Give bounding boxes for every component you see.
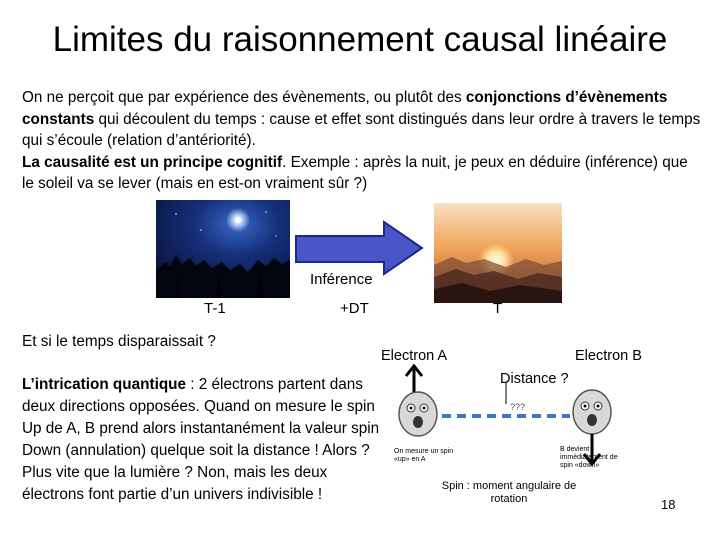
electron-a-label: Electron A [381, 348, 448, 364]
intro-p2-bold: La causalité est un principe cognitif [22, 153, 283, 171]
distance-label: Distance ? [500, 371, 569, 387]
intro-p1-bold: conjonctions d’évènements constants [22, 89, 668, 128]
intro-p2-text: . Exemple : après la nuit, je peux en déduire (inférence) que le soleil va se lever (mais en est-on vraiment sûr ?) [22, 153, 688, 192]
question-marks: ??? [510, 402, 526, 412]
caption-a: On mesure un spin «up» en A [394, 448, 454, 463]
entanglement-text [22, 374, 392, 506]
sunrise-image [434, 203, 562, 303]
intro-paragraph-1 [22, 87, 702, 152]
time-label-t: T [493, 300, 503, 317]
intro-text [22, 87, 702, 195]
intro-p1-text-a: On ne perçoit que par expérience des évènements, ou plutôt des [22, 89, 466, 106]
entanglement-body: : 2 électrons partent dans deux directions opposées. Quand on mesure le spin Up de A, B prend alors instantanément la valeur spin Down (annulation) quelque soit la distance ! Alors ? Plus vite que la lumière ? Non, mais les deux électrons font partie d’un univers indivisible ! [22, 376, 380, 503]
arrow-shape [296, 222, 422, 274]
intro-paragraph-2 [22, 152, 702, 195]
caption-b: B devient immédiatement de spin «down» [560, 446, 618, 469]
spin-caption: Spin : moment angulaire de rotation [441, 480, 577, 505]
entanglement-bold: L’intrication quantique [22, 376, 187, 393]
time-label-plus-dt: +DT [340, 300, 369, 317]
electron-b-label: Electron B [575, 348, 642, 364]
inference-label: Inférence [310, 271, 373, 288]
electron-a-icon [399, 366, 437, 436]
night-sky-image [156, 200, 290, 298]
time-label-t-minus-1: T-1 [204, 300, 226, 317]
page-number: 18 [661, 497, 676, 512]
intro-p1-text-b: qui découlent du temps : cause et effet sont distingués dans leur ordre à travers le temps qui s’écoule (relation d’antériorité). [22, 110, 701, 149]
question-text: Et si le temps disparaissait ? [22, 333, 216, 350]
page-title: Limites du raisonnement causal linéaire [52, 20, 668, 59]
